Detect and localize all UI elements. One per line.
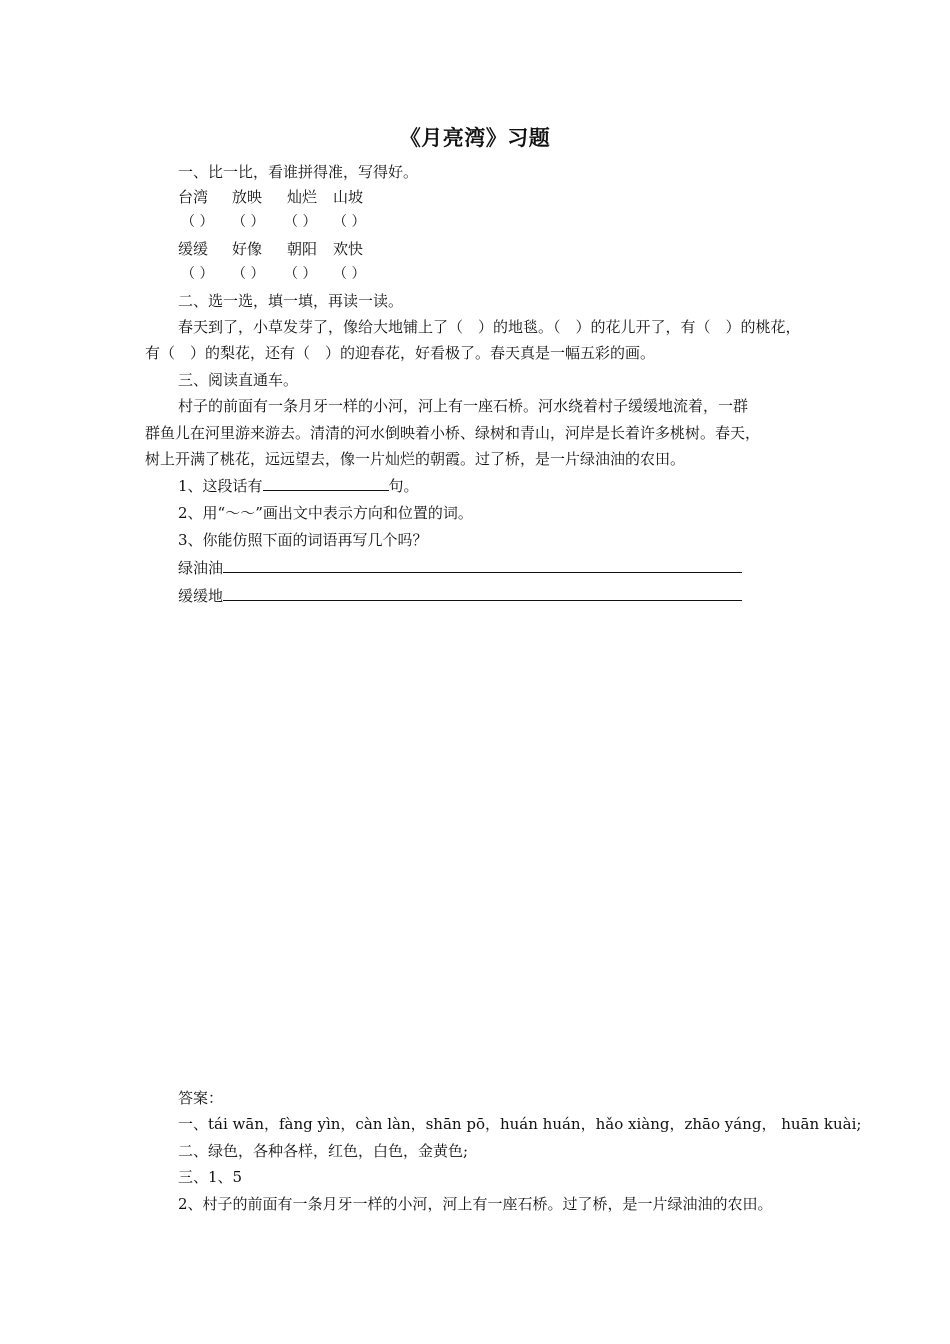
answer-blank: （ ） [232,214,265,230]
word-item: 朝阳 [287,240,318,258]
question-3: 3、你能仿照下面的词语再写几个吗？ [178,531,428,549]
question-1-suffix: 句。 [388,477,419,495]
answer-blank: （ ） [333,266,366,282]
answer-line: 一、tái wān，fàng yìn，càn làn，shān pō，huán huán，hǎo xiàng，zhāo yáng， huān kuài; [178,1115,862,1133]
write-in-blank[interactable] [223,558,742,573]
paren-row-2 [0,264,950,284]
section2-paragraph-line: 春天到了，小草发芽了，像给大地铺上了（ ）的地毯。（ ）的花儿开了，有（ ）的桃花， [178,318,801,336]
word-item: 好像 [232,240,263,258]
answer-blank: （ ） [284,214,317,230]
answer-blank: （ ） [181,266,214,282]
word-item: 山坡 [333,188,364,206]
section3-heading: 三、阅读直通车。 [178,371,299,389]
word-item: 放映 [232,188,263,206]
word-item: 台湾 [178,188,209,206]
word-item: 灿烂 [287,188,318,206]
example-line-1 [178,558,742,578]
write-in-blank[interactable] [223,586,742,601]
section2-heading: 二、选一选，填一填，再读一读。 [178,292,404,310]
example-word: 绿油油 [178,559,224,577]
answer-blank: （ ） [232,266,265,282]
sentence-count-blank[interactable] [263,476,389,491]
word-row-1 [0,187,950,207]
answers-heading: 答案： [178,1089,224,1107]
example-word: 缓缓地 [178,587,224,605]
passage-line: 群鱼儿在河里游来游去。清清的河水倒映着小桥、绿树和青山，河岸是长着许多桃树。春天， [145,424,761,442]
section1-heading: 一、比一比，看谁拼得准，写得好。 [178,163,419,181]
question-2: 2、用“～～”画出文中表示方向和位置的词。 [178,504,473,522]
section2-paragraph-line: 有（ ）的梨花，还有（ ）的迎春花，好看极了。春天真是一幅五彩的画。 [145,344,656,362]
answer-blank: （ ） [333,214,366,230]
answer-blank: （ ） [284,266,317,282]
word-item: 缓缓 [178,240,209,258]
question-1-prefix: 1、这段话有 [178,477,263,495]
word-item: 欢快 [333,240,364,258]
passage-line: 树上开满了桃花，远远望去，像一片灿烂的朝霞。过了桥，是一片绿油油的农田。 [145,450,686,468]
example-line-2 [178,586,742,606]
answer-blank: （ ） [181,214,214,230]
paren-row-1 [0,212,950,232]
page-title: 《月亮湾》习题 [399,125,551,150]
answer-line: 三、1、5 [178,1168,243,1186]
passage-line: 村子的前面有一条月牙一样的小河，河上有一座石桥。河水绕着村子缓缓地流着，一群 [178,397,749,415]
question-1 [178,476,419,496]
word-row-2 [0,239,950,259]
answer-line: 二、绿色，各种各样，红色，白色，金黄色; [178,1142,469,1160]
answer-line: 2、村子的前面有一条月牙一样的小河，河上有一座石桥。过了桥，是一片绿油油的农田。 [178,1195,773,1213]
